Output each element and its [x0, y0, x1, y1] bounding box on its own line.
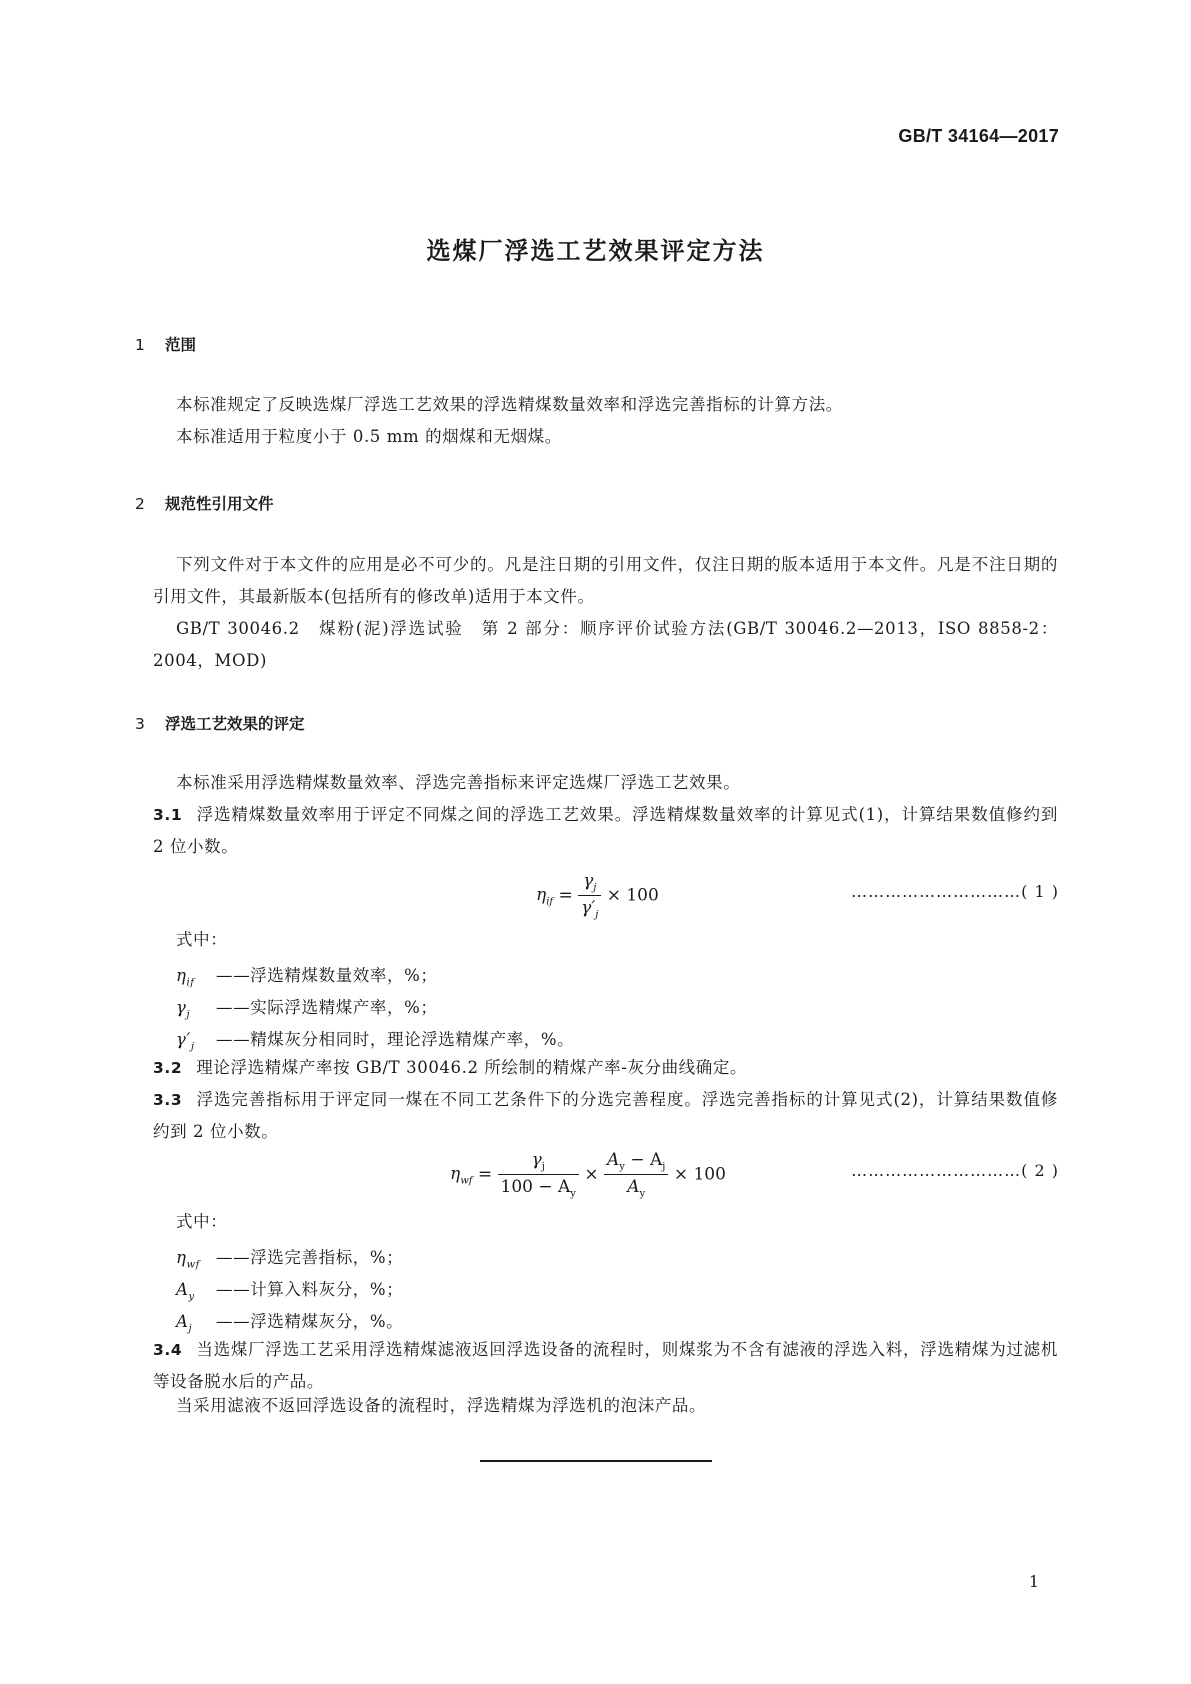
eq1-times: × 100	[606, 885, 659, 906]
eq2-fraction-1: $\frac{\gamma_j}{100 - A_y}$	[498, 1150, 579, 1200]
section-title: 浮选工艺效果的评定	[165, 715, 305, 733]
section-3-heading	[135, 712, 305, 734]
clause-number: 3.3	[153, 1091, 183, 1109]
section-1-heading	[135, 333, 196, 355]
clause-3-4-para-2: 当采用滤液不返回浮选设备的流程时，浮选精煤为浮选机的泡沫产品。	[176, 1396, 707, 1415]
section-number: 2	[135, 495, 145, 513]
where-label-2: 式中：	[176, 1212, 228, 1231]
page-number: 1	[1028, 1572, 1039, 1591]
equation-1	[536, 871, 659, 921]
definition-row: $\gamma_j$ ——实际浮选精煤产率，%；	[176, 998, 438, 1021]
definition-row: $A_y$ ——计算入料灰分，%；	[176, 1280, 404, 1303]
end-rule	[480, 1460, 712, 1462]
definition-row: $\gamma'_j$ ——精煤灰分相同时，理论浮选精煤产率，%。	[176, 1030, 575, 1053]
section-1-para-2: 本标准适用于粒度小于 0.5 mm 的烟煤和无烟煤。	[176, 427, 562, 446]
eq1-fraction: $\frac{\gamma_j}{\gamma'_j}$	[578, 871, 601, 921]
where-label-1: 式中：	[176, 930, 228, 949]
definition-row: $A_j$ ——浮选精煤灰分，%。	[176, 1312, 404, 1335]
eq2-times: × 100	[673, 1164, 726, 1185]
section-2-heading	[135, 492, 274, 514]
eq2-fraction-2: $\frac{A_y - A_j}{A_y}$	[604, 1150, 668, 1200]
section-number: 1	[135, 336, 145, 354]
equation-1-number: …………………………( 1 )	[851, 882, 1059, 901]
clause-3-2	[153, 1052, 1058, 1084]
clause-text: 浮选精煤数量效率用于评定不同煤之间的浮选工艺效果。浮选精煤数量效率的计算见式(1)，计算结果数值修约到 2 位小数。	[153, 805, 1058, 856]
section-title: 范围	[165, 336, 197, 354]
equals-sign: =	[558, 885, 573, 906]
definition-row: $\eta_{if}$ ——浮选精煤数量效率，%；	[176, 966, 438, 989]
times-sign: ×	[584, 1164, 599, 1185]
clause-number: 3.1	[153, 806, 183, 824]
clause-text: 理论浮选精煤产率按 GB/T 30046.2 所绘制的精煤产率-灰分曲线确定。	[196, 1058, 748, 1077]
clause-number: 3.4	[153, 1341, 183, 1359]
equation-2-number: …………………………( 2 )	[851, 1161, 1059, 1180]
page-title: 选煤厂浮选工艺效果评定方法	[426, 237, 765, 265]
section-title: 规范性引用文件	[165, 495, 274, 513]
equation-2	[450, 1150, 726, 1200]
section-1-para-1: 本标准规定了反映选煤厂浮选工艺效果的浮选精煤数量效率和浮选完善指标的计算方法。	[176, 395, 843, 414]
clause-number: 3.2	[153, 1059, 183, 1077]
section-3-intro: 本标准采用浮选精煤数量效率、浮选完善指标来评定选煤厂浮选工艺效果。	[176, 773, 741, 792]
clause-3-3	[153, 1084, 1058, 1148]
normative-reference: GB/T 30046.2 煤粉(泥)浮选试验 第 2 部分：顺序评价试验方法(GB/T 30046.2—2013，ISO 8858-2：2004，MOD)	[153, 619, 1058, 670]
section-2-para-1: 下列文件对于本文件的应用是必不可少的。凡是注日期的引用文件，仅注日期的版本适用于本文件。凡是不注日期的引用文件，其最新版本(包括所有的修改单)适用于本文件。	[153, 555, 1058, 606]
clause-3-4	[153, 1334, 1058, 1398]
definition-row: $\eta_{wf}$ ——浮选完善指标，%；	[176, 1248, 404, 1271]
clause-text: 浮选完善指标用于评定同一煤在不同工艺条件下的分选完善程度。浮选完善指标的计算见式(2)，计算结果数值修约到 2 位小数。	[153, 1090, 1058, 1141]
section-number: 3	[135, 715, 145, 733]
eq1-lhs: $\eta_{if}$	[536, 885, 554, 908]
clause-3-1	[153, 799, 1058, 863]
clause-text: 当选煤厂浮选工艺采用浮选精煤滤液返回浮选设备的流程时，则煤浆为不含有滤液的浮选入料，浮选精煤为过滤机等设备脱水后的产品。	[153, 1340, 1058, 1391]
standard-code: GB/T 34164—2017	[898, 126, 1059, 146]
equals-sign: =	[477, 1164, 493, 1185]
eq2-lhs: $\eta_{wf}$	[450, 1164, 473, 1187]
